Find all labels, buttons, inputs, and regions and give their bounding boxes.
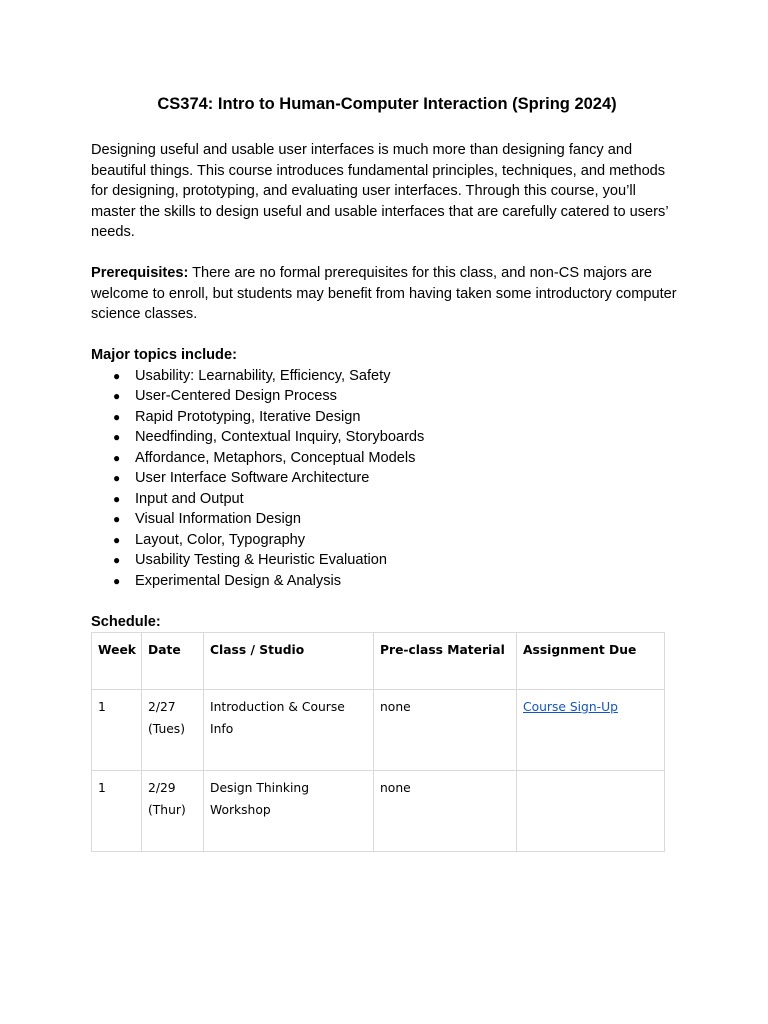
column-header-material: Pre-class Material — [374, 633, 517, 690]
list-item: ● Affordance, Metaphors, Conceptual Models — [91, 448, 683, 469]
bullet-icon: ● — [113, 389, 121, 403]
cell-assignment — [517, 771, 665, 852]
cell-week: 1 — [92, 690, 142, 771]
column-header-week: Week — [92, 633, 142, 690]
topics-list — [91, 366, 683, 592]
table-header-row — [92, 633, 665, 690]
schedule-table — [91, 632, 665, 852]
column-header-assignment: Assignment Due — [517, 633, 665, 690]
list-item: ● Needfinding, Contextual Inquiry, Storyboards — [91, 427, 683, 448]
cell-material: none — [374, 771, 517, 852]
list-item: ● Rapid Prototyping, Iterative Design — [91, 407, 683, 428]
bullet-icon: ● — [113, 491, 121, 506]
prerequisites-text: There are no formal prerequisites for this class, and non-CS majors are welcome to enroll, but students may benefit from having taken some introductory computer science classes. — [91, 265, 677, 322]
table-row — [92, 771, 665, 852]
list-item: ● Usability: Learnability, Efficiency, Safety — [91, 366, 683, 387]
bullet-icon: ● — [113, 368, 121, 383]
cell-week: 1 — [92, 771, 142, 852]
column-header-date: Date — [142, 633, 204, 690]
course-signup-link[interactable]: Course Sign-Up — [523, 700, 618, 714]
cell-date: 2/27 (Tues) — [142, 690, 204, 771]
bullet-icon: ● — [113, 512, 121, 526]
bullet-icon: ● — [113, 450, 121, 465]
document-content — [91, 92, 683, 852]
bullet-icon: ● — [113, 409, 121, 424]
bullet-icon: ● — [113, 553, 121, 567]
cell-date: 2/29 (Thur) — [142, 771, 204, 852]
list-item: ● Layout, Color, Typography — [91, 530, 683, 551]
list-item: ● Usability Testing & Heuristic Evaluation — [91, 550, 683, 571]
cell-assignment — [517, 690, 665, 771]
list-item: ● Experimental Design & Analysis — [91, 571, 683, 592]
list-item: ● User Interface Software Architecture — [91, 468, 683, 489]
cell-class: Introduction & Course Info — [204, 690, 374, 771]
schedule-heading: Schedule: — [91, 613, 161, 630]
column-header-class: Class / Studio — [204, 633, 374, 690]
topics-heading: Major topics include: — [91, 347, 237, 363]
bullet-icon: ● — [113, 573, 121, 588]
list-item: ● Input and Output — [91, 489, 683, 510]
cell-class: Design Thinking Workshop — [204, 771, 374, 852]
bullet-icon: ● — [113, 430, 121, 444]
intro-paragraph: Designing useful and usable user interfaces is much more than designing fancy and beautiful things. This course introduces fundamental principles, techniques, and methods for designing, prototyping, and evaluating user interfaces. Through this course, you’ll master the skills to design useful and usable interfaces that are carefully catered to users’ needs. — [91, 142, 669, 240]
cell-material: none — [374, 690, 517, 771]
bullet-icon: ● — [113, 471, 121, 485]
page-title: CS374: Intro to Human-Computer Interaction (Spring 2024) — [157, 95, 617, 113]
bullet-icon: ● — [113, 532, 121, 547]
prerequisites-label: Prerequisites: — [91, 265, 189, 281]
list-item: ● User-Centered Design Process — [91, 386, 683, 407]
table-row — [92, 690, 665, 771]
prerequisites-paragraph — [91, 263, 683, 325]
list-item: ● Visual Information Design — [91, 509, 683, 530]
